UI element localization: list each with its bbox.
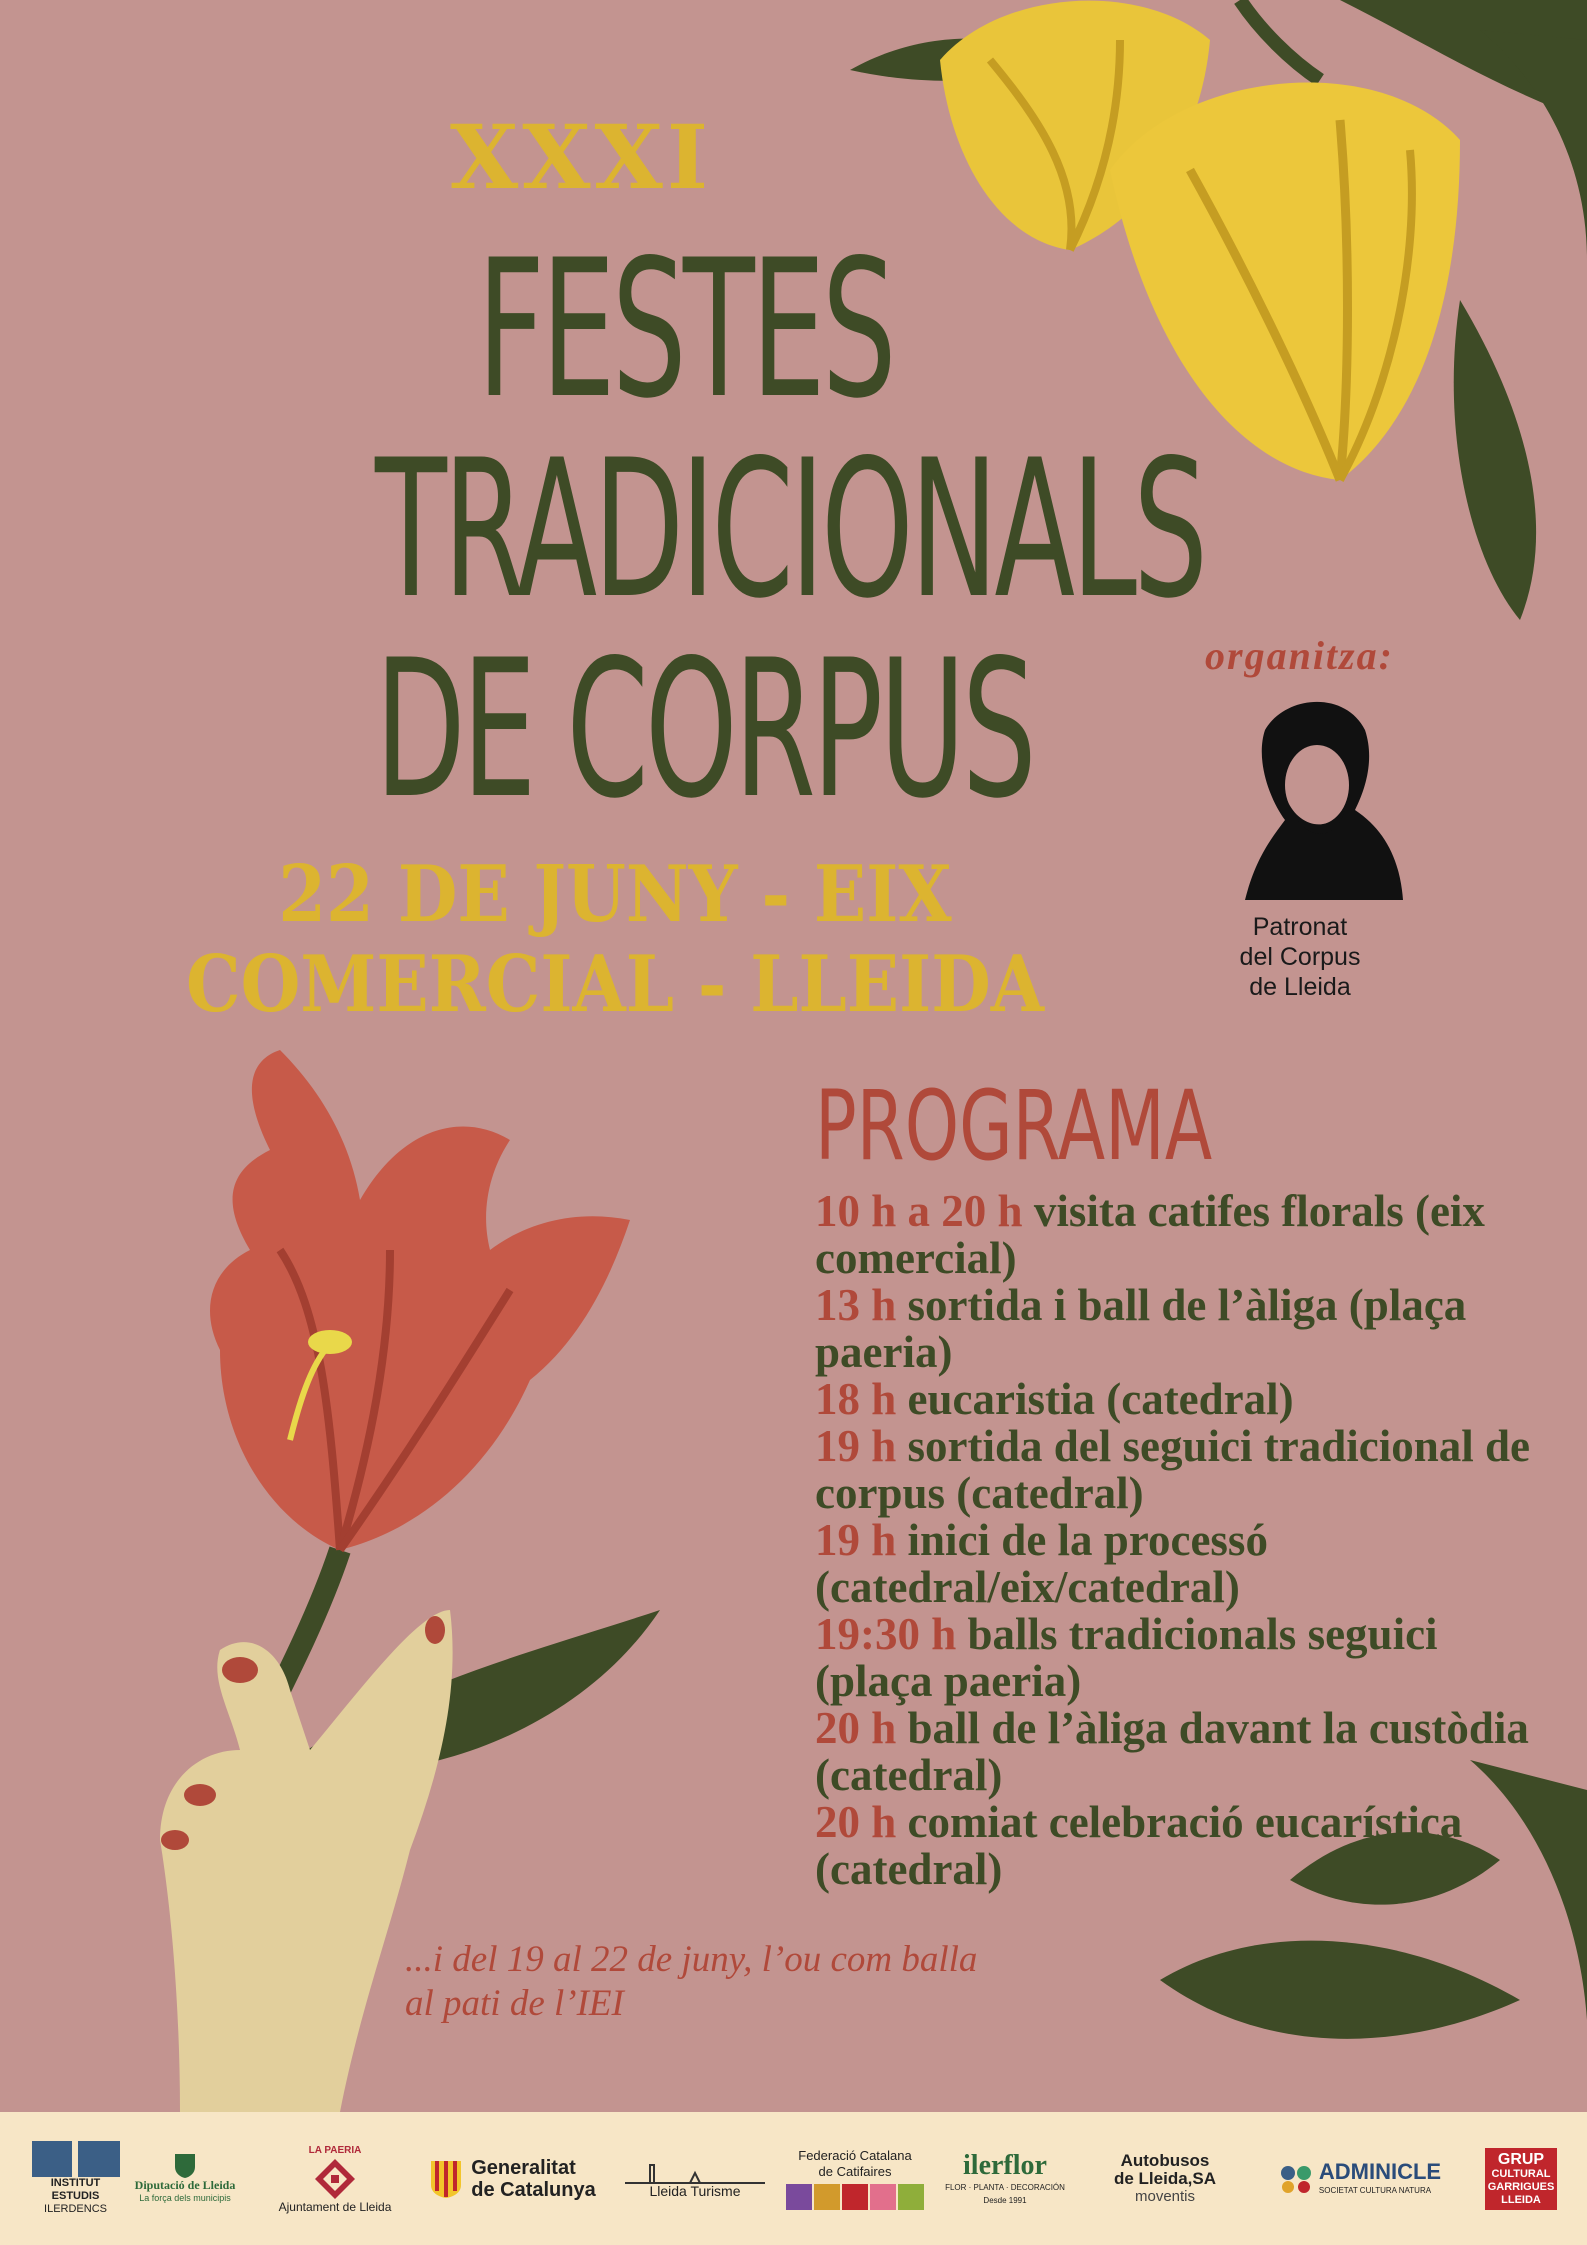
ilerflor-name: ilerflor bbox=[963, 2149, 1047, 2181]
program-time: 13 h bbox=[815, 1280, 897, 1330]
flower-tile-icon bbox=[786, 2184, 812, 2210]
organizer-name-line: de Lleida bbox=[1249, 973, 1351, 1001]
autobusos-brand: moventis bbox=[1134, 2188, 1196, 2205]
footnote-line: ...i del 19 al 22 de juny, l’ou com balla bbox=[405, 1939, 978, 1980]
ilerflor-since: Desde 1991 bbox=[983, 2195, 1027, 2205]
program-desc: visita catifes florals (eix comercial) bbox=[815, 1186, 1485, 1283]
program-time: 19 h bbox=[815, 1515, 897, 1565]
sponsor-adminicle bbox=[1260, 2112, 1460, 2245]
generalitat-line: Generalitat bbox=[471, 2156, 576, 2179]
footnote-line: al pati de l’IEI bbox=[405, 1983, 624, 2024]
adminicle-name: ADMINICLE bbox=[1318, 2159, 1442, 2184]
ilerflor-tagline: FLOR · PLANTA · DECORACIÓN bbox=[945, 2182, 1065, 2192]
catifaires-line: Federació Catalana bbox=[798, 2147, 912, 2163]
portrait-icon bbox=[1225, 690, 1405, 900]
sponsor-iei bbox=[28, 2112, 123, 2245]
grup-line: CULTURAL bbox=[1491, 2167, 1551, 2180]
generalitat-flag-icon bbox=[429, 2159, 463, 2199]
sponsor-autobusos bbox=[1090, 2112, 1240, 2245]
flower-tile-icon bbox=[814, 2184, 840, 2210]
sponsor-bar bbox=[0, 2112, 1587, 2245]
organizer-name-line: del Corpus bbox=[1239, 943, 1361, 971]
organizer-label: organitza: bbox=[1205, 633, 1394, 678]
paeria-crest-icon bbox=[313, 2157, 357, 2201]
title-line-1: FESTES bbox=[477, 219, 893, 440]
organizer-name bbox=[1170, 912, 1430, 1002]
diputacio-name: Diputació de Lleida bbox=[134, 2177, 236, 2192]
program-item bbox=[815, 1611, 1535, 1705]
iei-line: ILERDENCS bbox=[44, 2203, 107, 2215]
program-time: 10 h a 20 h bbox=[815, 1186, 1023, 1236]
grup-line: GARRIGUES bbox=[1487, 2180, 1555, 2193]
program-item bbox=[815, 1282, 1535, 1376]
paeria-name: Ajuntament de Lleida bbox=[278, 2199, 392, 2214]
edition-number: XXXI bbox=[450, 105, 712, 209]
program-desc: comiat celebració eucarística (catedral) bbox=[815, 1797, 1463, 1894]
poster-title bbox=[375, 219, 1205, 840]
sponsor-grup-cultural bbox=[1485, 2112, 1557, 2245]
program-item bbox=[815, 1188, 1535, 1282]
adminicle-tagline: SOCIETAT CULTURA NATURA bbox=[1318, 2186, 1432, 2195]
program-desc: sortida del seguici tradicional de corpus (catedral) bbox=[815, 1421, 1531, 1518]
program-item bbox=[815, 1376, 1535, 1423]
title-line-3: DE CORPUS bbox=[375, 619, 1033, 840]
program-time: 20 h bbox=[815, 1797, 897, 1847]
grup-line: GRUP bbox=[1497, 2150, 1545, 2168]
autobusos-line: Autobusos bbox=[1120, 2151, 1210, 2170]
generalitat-line: de Catalunya bbox=[471, 2178, 596, 2201]
turisme-name: Lleida Turisme bbox=[649, 2183, 741, 2199]
organizer-name-line: Patronat bbox=[1252, 913, 1348, 941]
program-time: 19:30 h bbox=[815, 1609, 957, 1659]
catifaires-tiles bbox=[786, 2184, 924, 2210]
program-item bbox=[815, 1799, 1535, 1893]
program-item bbox=[815, 1705, 1535, 1799]
sponsor-catifaires bbox=[780, 2112, 930, 2245]
program-item bbox=[815, 1517, 1535, 1611]
iei-line: ESTUDIS bbox=[51, 2190, 100, 2202]
program-time: 20 h bbox=[815, 1703, 897, 1753]
footnote bbox=[405, 1938, 1205, 2026]
sponsor-paeria bbox=[250, 2112, 420, 2245]
sponsor-generalitat bbox=[420, 2112, 605, 2245]
date-line-2: COMERCIAL - LLEIDA bbox=[185, 939, 1045, 1030]
diputacio-tagline: La força dels municipis bbox=[139, 2192, 231, 2203]
program-desc: eucaristia (catedral) bbox=[907, 1374, 1294, 1424]
program-time: 19 h bbox=[815, 1421, 897, 1471]
autobusos-line: de Lleida,SA bbox=[1113, 2169, 1217, 2188]
grup-line: LLEIDA bbox=[1501, 2193, 1541, 2206]
program-time: 18 h bbox=[815, 1374, 897, 1424]
sponsor-turisme bbox=[615, 2112, 775, 2245]
iei-logo-icon bbox=[32, 2141, 120, 2177]
flower-tile-icon bbox=[842, 2184, 868, 2210]
date-location bbox=[179, 850, 1050, 1030]
sponsor-diputacio bbox=[125, 2112, 245, 2245]
flower-tile-icon bbox=[898, 2184, 924, 2210]
flower-tile-icon bbox=[870, 2184, 896, 2210]
sponsor-ilerflor bbox=[940, 2112, 1070, 2245]
program-list bbox=[815, 1188, 1535, 1893]
program-desc: balls tradicionals seguici (plaça paeria) bbox=[815, 1609, 1438, 1706]
program-desc: inici de la processó (catedral/eix/catedral) bbox=[815, 1515, 1268, 1612]
date-line-1: 22 DE JUNY - EIX bbox=[278, 849, 952, 940]
program-item bbox=[815, 1423, 1535, 1517]
catifaires-line: de Catifaires bbox=[818, 2163, 892, 2179]
diputacio-crest-icon bbox=[174, 2153, 196, 2179]
program-desc: sortida i ball de l’àliga (plaça paeria) bbox=[815, 1280, 1467, 1377]
title-line-2: TRADICIONALS bbox=[375, 419, 1205, 640]
iei-line: INSTITUT bbox=[50, 2177, 101, 2189]
program-title: PROGRAMA bbox=[815, 1070, 1213, 1182]
lleida-skyline-icon bbox=[620, 2159, 770, 2185]
program-desc: ball de l’àliga davant la custòdia (catedral) bbox=[815, 1703, 1529, 1800]
adminicle-logo-icon bbox=[1279, 2164, 1313, 2194]
paeria-label: LA PAERIA bbox=[308, 2144, 362, 2156]
